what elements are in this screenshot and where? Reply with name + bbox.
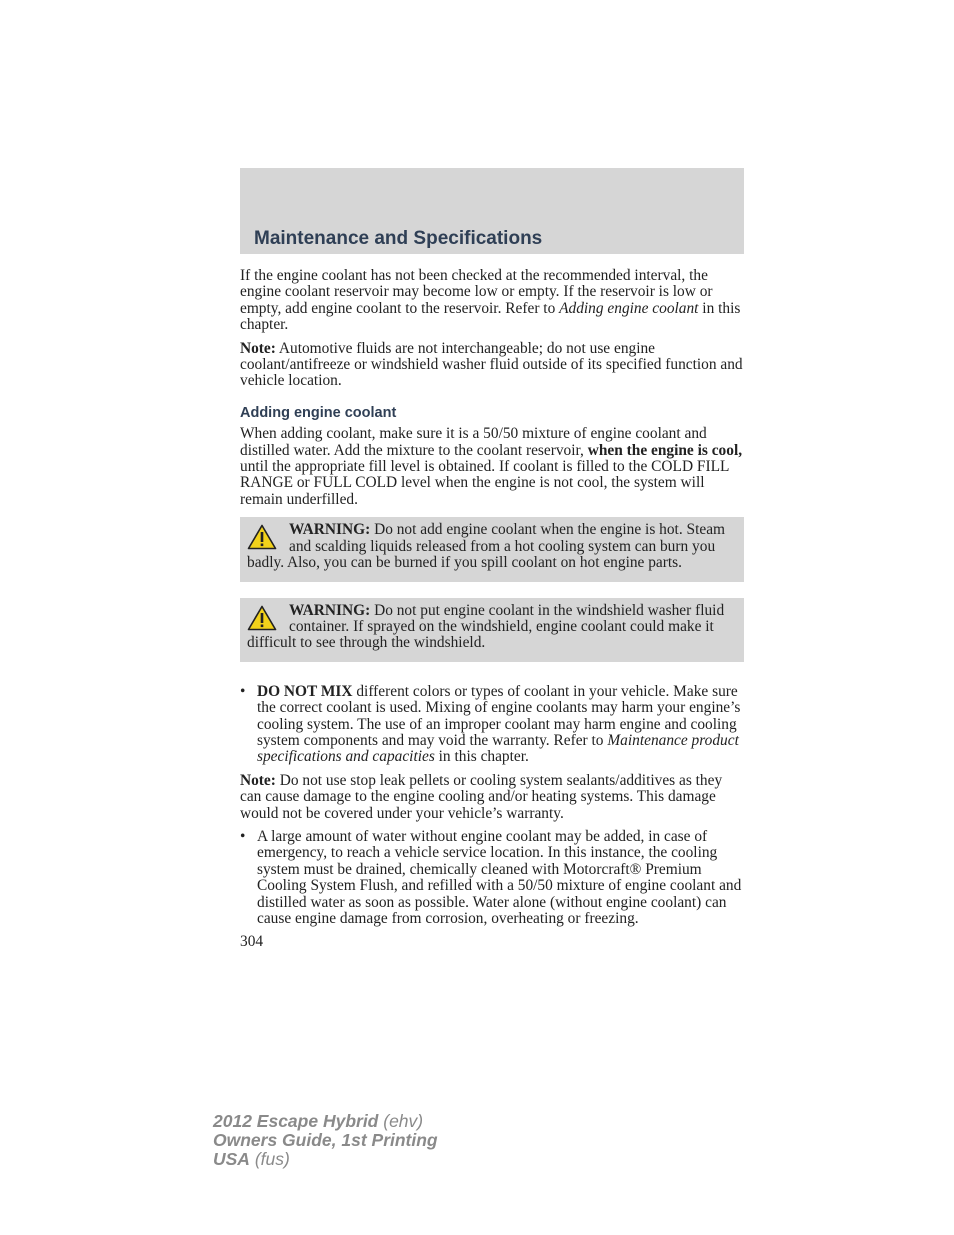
bullet-cross-reference: Maintenance product specifications and capacities	[257, 731, 739, 766]
note-fluids	[240, 341, 744, 390]
bullet-text: different colors or types of coolant in your vehicle. Make sure the correct coolant is used. Mixing of engine coolants may harm your engine’s cooling system. The use of an improper coolant may harm engine and cooling system components and may void the warranty. Refer to	[257, 682, 741, 749]
document-footer	[213, 1112, 438, 1169]
warning-text: Do not put engine coolant in the windshield washer fluid container. If sprayed on the windshield, engine coolant could make it difficult to see through the windshield.	[247, 601, 725, 652]
bullet-list	[240, 684, 744, 766]
warning-label: WARNING:	[289, 521, 371, 539]
intro-paragraph	[240, 268, 744, 334]
bullet-text-end: in this chapter.	[434, 748, 529, 766]
warning-box	[240, 598, 744, 662]
list-item	[240, 684, 744, 766]
section-title: Maintenance and Specifications	[254, 228, 543, 249]
footer-vehicle: 2012 Escape Hybrid	[213, 1111, 379, 1131]
page-number: 304	[240, 933, 264, 951]
adding-text: When adding coolant, make sure it is a 50/50 mixture of engine coolant and distilled water. Add the mixture to the coolant reservoir,	[240, 425, 707, 459]
note-label: Note:	[240, 339, 276, 357]
list-item	[240, 829, 744, 927]
warning-triangle-icon	[247, 524, 277, 550]
footer-line-guide	[213, 1131, 438, 1150]
warning-text: Do not add engine coolant when the engine is hot. Steam and scalding liquids released from a hot cooling system can burn you badly. Also, you can be burned if you spill coolant on hot engine parts.	[247, 521, 725, 572]
bullet-emphasis: DO NOT MIX	[257, 682, 353, 700]
page-content	[240, 268, 744, 951]
note-stop-leak	[240, 773, 744, 822]
footer-market: USA	[213, 1149, 250, 1169]
bullet-marker: •	[240, 682, 246, 700]
section-heading: Adding engine coolant	[240, 404, 397, 421]
warning-triangle-icon	[247, 605, 277, 631]
intro-text-end: in this chapter.	[240, 299, 741, 334]
warning-label: WARNING:	[289, 601, 371, 619]
adding-coolant-paragraph	[240, 426, 744, 508]
bullet-marker: •	[240, 827, 246, 845]
footer-guide: Owners Guide, 1st Printing	[213, 1130, 438, 1150]
warning-box	[240, 517, 744, 581]
adding-text-end: until the appropriate fill level is obtained. If coolant is filled to the COLD FILL RANGE or FULL COLD level when the engine is not cool, the system will remain underfilled.	[240, 458, 729, 508]
adding-emphasis: when the engine is cool,	[587, 441, 743, 459]
footer-line-market	[213, 1150, 438, 1169]
note-label: Note:	[240, 771, 276, 789]
note-text: Do not use stop leak pellets or cooling system sealants/additives as they can cause damage to the engine cooling and/or heating systems. This damage would not be covered under your vehicle’s warranty.	[240, 771, 723, 822]
footer-line-vehicle	[213, 1112, 438, 1131]
footer-market-code: (fus)	[249, 1149, 290, 1169]
section-header-band	[240, 168, 744, 254]
intro-text: If the engine coolant has not been checked at the recommended interval, the engine coolant reservoir may become low or empty. If the reservoir is low or empty, add engine coolant to the reservoir. Refer to	[240, 267, 713, 317]
bullet-text: A large amount of water without engine coolant may be added, in case of emergency, to reach a vehicle service location. In this instance, the cooling system must be drained, chemically cleaned with Motorcraft® Premium Cooling System Flush, and refilled with a 50/50 mixture of engine coolant and distilled water as soon as possible. Water alone (without engine coolant) can cause engine damage from corrosion, overheating or freezing.	[257, 827, 742, 927]
note-text: Automotive fluids are not interchangeable; do not use engine coolant/antifreeze or windshield washer fluid outside of its specified function and vehicle location.	[240, 339, 743, 390]
intro-cross-reference: Adding engine coolant	[559, 299, 699, 317]
footer-vehicle-code: (ehv)	[378, 1111, 424, 1131]
